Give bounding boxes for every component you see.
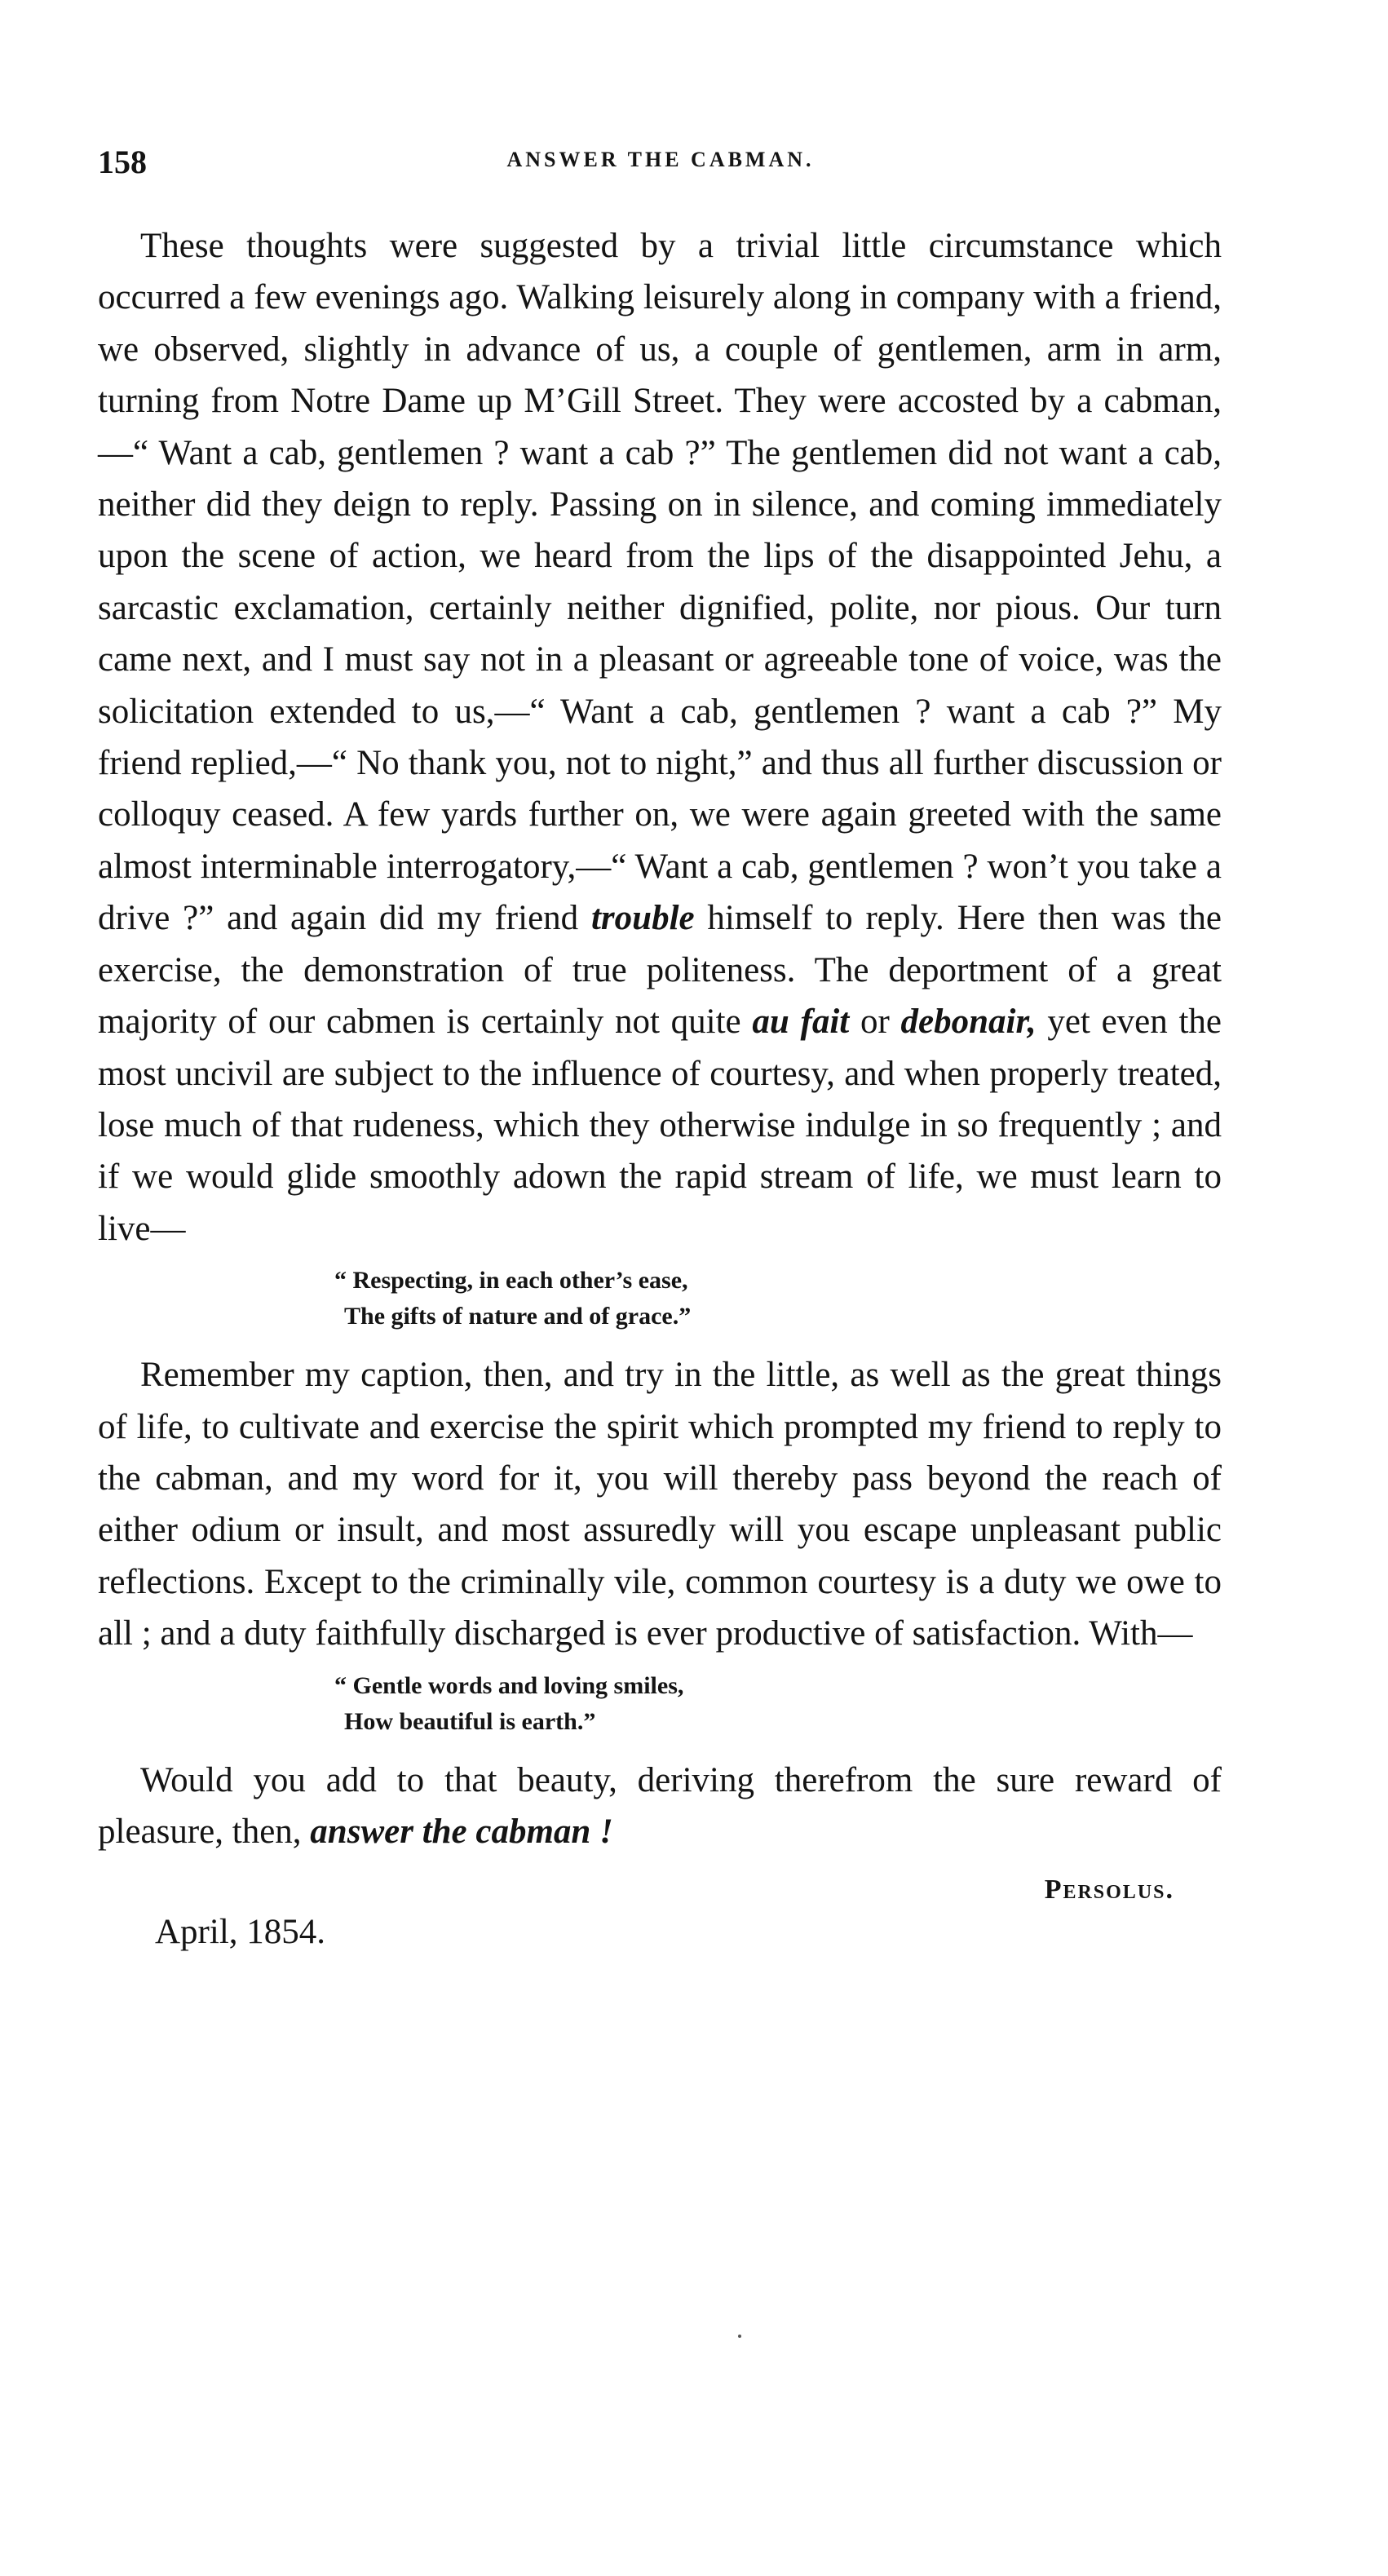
page-header [98, 143, 1223, 192]
italic-word-trouble: trouble [590, 899, 695, 938]
italic-phrase-answer-the-cabman: answer the cabman ! [310, 1812, 613, 1851]
paragraph-2: Remember my caption, then, and try in the little, as well as the great things of life, to cultivate and exercise the spirit which prompted my friend to reply to the cabman, and my word for it, you will thereby pass beyond the reach of either odium or insult, and most assuredly will you escape unpleasant public reflections. Except to the criminally vile, common courtesy is a duty we owe to all ; and a duty faithfully discharged is ever productive of satisfaction. With— [98, 1356, 1222, 1653]
paragraph-1-text-d: yet even the most uncivil are subject to the influence of courtesy, and when properly treated, lose much of that rudeness, which they otherwise indulge in so frequently ; and if we would glide smoothly adown the rapid stream of life, we must learn to live— [98, 1003, 1222, 1248]
paragraph-1-text-a: These thoughts were suggested by a trivial little circumstance which occurred a few evenings ago. Walking leisurely along in company with a friend, we observed, slightly in advance of us, a couple of gentlemen, arm in arm, turning from Notre Dame up M’Gill Street. They were accosted by a cabman,—“ Want a cab, gentlemen ? want a cab ?” The gentlemen did not want a cab, neither did they deign to reply. Passing on in silence, and coming immediately upon the scene of action, we heard from the lips of the disappointed Jehu, a sarcastic exclamation, certainly neither dignified, polite, nor pious. Our turn came next, and I must say not in a pleasant or agreeable tone of voice, was the solicitation extended to us,—“ Want a cab, gentlemen ? want a cab ?” My friend replied,—“ No thank you, not to night,” and thus all further discussion or colloquy ceased. A few yards further on, we were again greeted with the same almost interminable interrogatory,—“ Want a cab, gentlemen ? won’t you take a drive ?” and again did my friend [98, 227, 1222, 938]
author-signature: Persolus. [1044, 1874, 1174, 1905]
page-number: 158 [98, 144, 147, 180]
paragraph-3-text: Would you add to that beauty, deriving therefrom the sure reward of pleasure, then, [98, 1760, 1222, 1851]
paragraph-1-text-b: himself to reply. Here then was the exercise, the demonstration of true politeness. The deportment of a great majority of our cabmen is certainly not quite [98, 899, 1222, 1042]
verse-1-line-1: “ Respecting, in each other’s ease, [334, 1267, 688, 1295]
italic-phrase-au-fait: au fait [752, 1003, 850, 1042]
paragraph-1-text-c: or [860, 1003, 890, 1042]
paragraph-1 [98, 220, 1222, 1255]
body-text [98, 220, 1222, 1952]
verse-quote-1 [98, 1263, 1222, 1334]
verse-2-line-2: How beautiful is earth.” [344, 1707, 596, 1735]
running-head: ANSWER THE CABMAN. [506, 148, 815, 171]
verse-quote-2 [98, 1668, 1222, 1740]
verse-2-line-1: “ Gentle words and loving smiles, [334, 1671, 684, 1699]
italic-word-debonair: debonair, [900, 1003, 1037, 1042]
print-speck [738, 2335, 741, 2338]
verse-1-line-2: The gifts of nature and of grace.” [344, 1303, 692, 1330]
date-line: April, 1854. [155, 1913, 326, 1952]
closing [98, 1857, 1222, 1952]
paragraph-3 [98, 1755, 1222, 1858]
